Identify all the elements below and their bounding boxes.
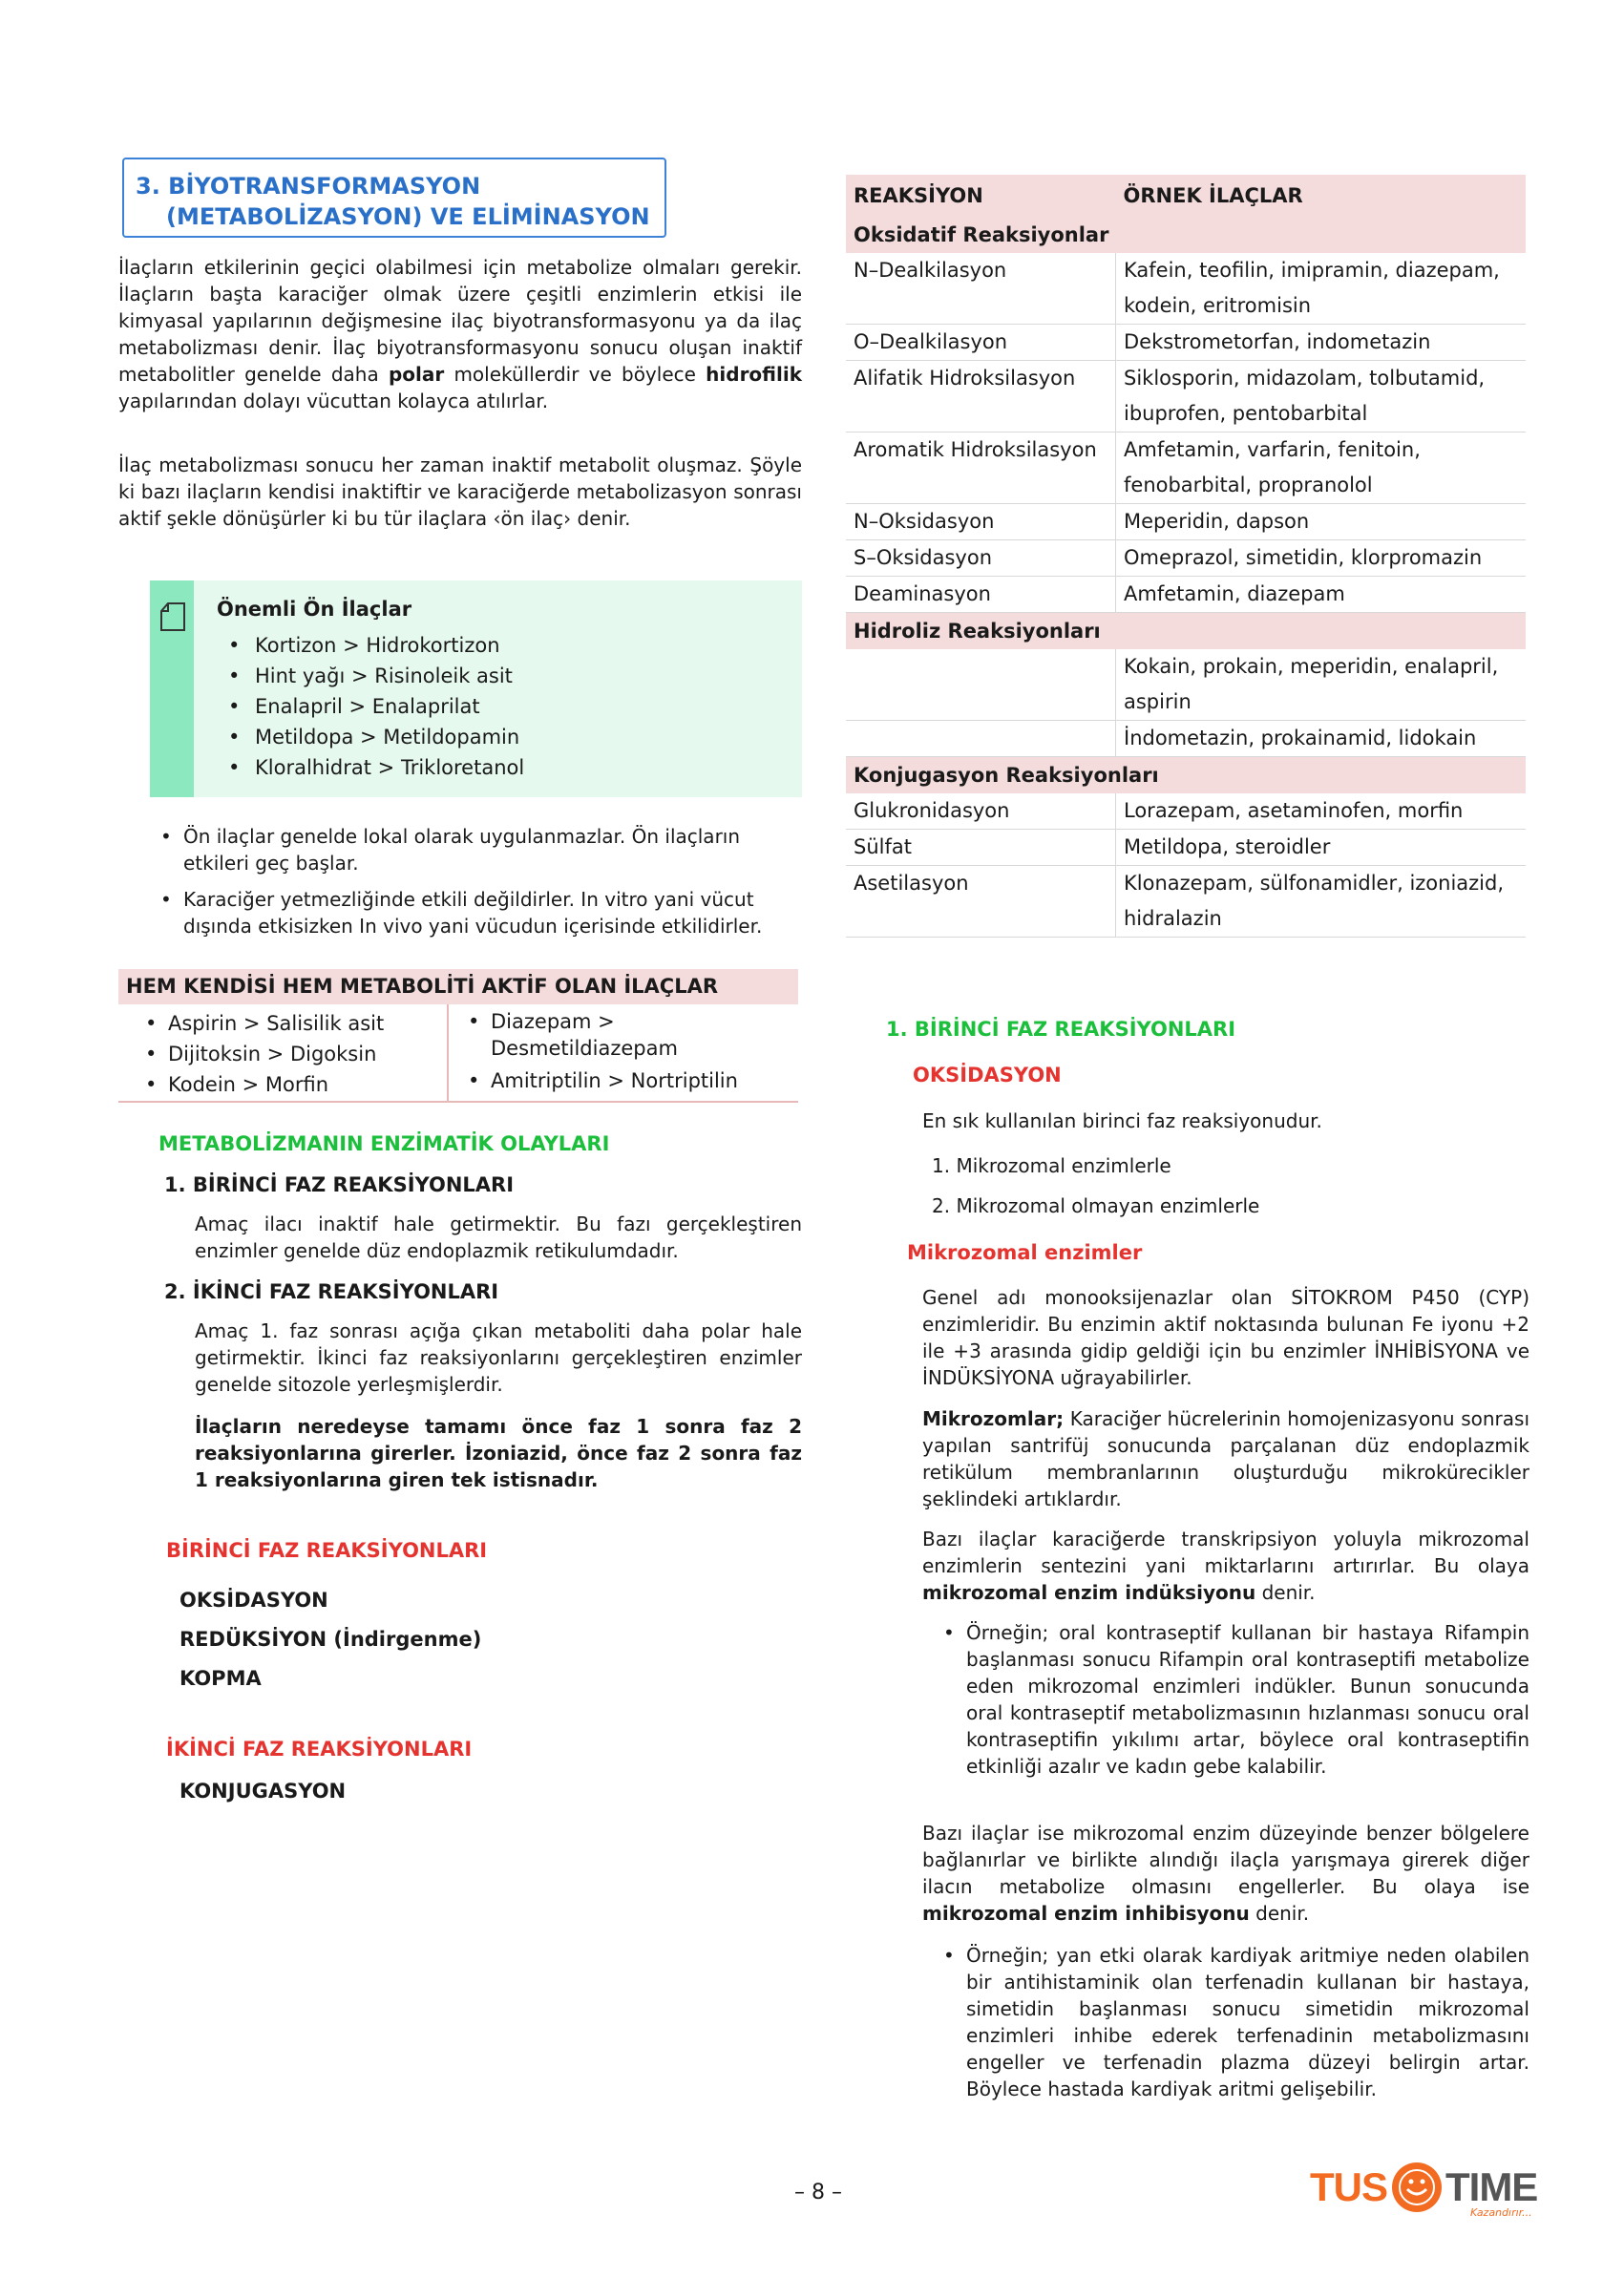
ikinci-faz-item: KONJUGASYON [179,1780,347,1803]
table-row [846,830,1526,866]
table-row [846,361,1526,432]
list-item: • Örneğin; oral kontraseptif kullanan bir hastaya Rifampin başlanması sonucu Rifampin oral kontraseptifi metabolize eden mikrozomal enzimleri indükler. Bunun sonucunda oral kontraseptif metabolizmasının hızlanması sonucu oral kontraseptifin yıkılımı artar, böylece oral kontraseptifin etkinliği azalır ve kadın gebe kalabilir. [938,1619,1529,1780]
logo-tagline: Kazandırır... [1470,2206,1532,2219]
list-item: REDÜKSİYON (İndirgenme) [179,1628,482,1651]
table-cell: Lorazepam, asetaminofen, morfin [1116,793,1527,830]
table-category-row [846,613,1526,650]
table-category-row [846,217,1526,253]
table-cell: Asetilasyon [846,866,1116,938]
list-item: • Örneğin; yan etki olarak kardiyak aritmiye neden olabilen bir antihistaminik olan terfenadin kullanan bir hastaya, simetidin başlanması sonucu simetidin mikrozomal enzimleri inhibe ederek terfenadinin metabolizmasını engeller ve terfenadin plazma düzeyi belirgin artar. Böylece hastada kardiyak aritmi gelişebilir. [938,1942,1529,2102]
table-cell: Klonazepam, sülfonamidler, izoniazid, hidralazin [1116,866,1527,938]
table-row [846,649,1526,721]
table-cell [846,649,1116,721]
right-p5 [922,1820,1529,1927]
table-row [846,504,1526,540]
enzimatik-p2: Amaç 1. faz sonrası açığa çıkan metaboliti daha polar hale getirmektir. İkinci faz reaksiyonlarını gerçekleştiren enzimler genelde sitozole yerleşmişlerdir. [195,1319,802,1396]
ikinci-faz-title: İKİNCİ FAZ REAKSİYONLARI [166,1738,473,1761]
list-item: 1. Mikrozomal enzimlerle [932,1154,1171,1177]
birinci-faz-list [179,1581,481,1698]
list-item: • Kortizon > Hidrokortizon [217,630,524,661]
list-item: • Hint yağı > Risinoleik asit [217,661,524,691]
list-item: • Enalapril > Enalaprilat [217,691,524,722]
table-header-ornek: ÖRNEK İLAÇLAR [1116,175,1527,217]
bold-mikrozomlar: Mikrozomlar; [922,1407,1065,1430]
enzimatik-p3: İlaçların neredeyse tamamı önce faz 1 sonra faz 2 reaksiyonlarına girerler. İzoniazid, önce faz 2 sonra faz 1 reaksiyonlarına giren tek istisnadır. [195,1415,802,1491]
p4-end: denir. [1261,1581,1316,1604]
onemli-list [217,630,524,783]
table-row [846,325,1526,361]
list-item: • Kloralhidrat > Trikloretanol [217,752,524,783]
table-row [846,432,1526,504]
list-item: • Kodein > Morfin [139,1069,384,1100]
on-ilac-notes [155,823,802,939]
table-cell: Alifatik Hidroksilasyon [846,361,1116,432]
list-item: • Diazepam > Desmetildiazepam [462,1008,787,1062]
table-cell: Dekstrometorfan, indometazin [1116,325,1527,361]
enzimatik-h1: 1. BİRİNCİ FAZ REAKSİYONLARI [164,1173,515,1196]
table-cell: Siklosporin, midazolam, tolbutamid, ibuprofen, pentobarbital [1116,361,1527,432]
right-p3 [922,1405,1529,1512]
list-item: OKSİDASYON [179,1589,328,1612]
intro-text-b: moleküllerdir ve böylece [453,363,696,386]
right-h3-mikrozomal: Mikrozomal enzimler [907,1241,1143,1264]
table-row [846,793,1526,830]
table-row [846,866,1526,938]
table-header-row [846,175,1526,217]
p5-text: Bazı ilaçlar ise mikrozomal enzim düzeyinde benzer bölgelere bağlanırlar ve birlikte alındığı ilaçla yarışmaya girerek diğer ilacın metabolize olmasını engellerler. Bu olaya ise [922,1822,1529,1898]
category-konjugasyon: Konjugasyon Reaksiyonları [846,757,1526,794]
hem-left-list [139,1008,384,1100]
table-cell: Sülfat [846,830,1116,866]
intro-bold-polar: polar [388,363,445,386]
table-cell: Metildopa, steroidler [1116,830,1527,866]
table-cell: Meperidin, dapson [1116,504,1527,540]
table-row [846,721,1526,757]
section-title-line1: 3. BİYOTRANSFORMASYON [136,173,481,200]
intro-text-c: yapılarından dolayı vücuttan kolayca atılırlar. [118,390,549,412]
tustime-logo [1310,2159,1538,2219]
logo-text-time: TIME [1445,2164,1538,2209]
list-item: KOPMA [179,1667,262,1690]
right-p1: En sık kullanılan birinci faz reaksiyonudur. [922,1109,1322,1132]
list-item: • Amitriptilin > Nortriptilin [462,1067,787,1094]
right-numbered-list [932,1146,1259,1226]
list-item: • Aspirin > Salisilik asit [139,1008,384,1039]
table-row [846,540,1526,577]
right-p4 [922,1526,1529,1606]
table-cell: Glukronidasyon [846,793,1116,830]
table-cell: Deaminasyon [846,577,1116,613]
table-cell: Aromatik Hidroksilasyon [846,432,1116,504]
list-item: 2. Mikrozomal olmayan enzimlerle [932,1194,1260,1217]
table-cell: İndometazin, prokainamid, lidokain [1116,721,1527,757]
right-bullet-2 [938,1942,1529,2102]
intro-text-a: İlaçların etkilerinin geçici olabilmesi için metabolize olmaları gerekir. İlaçların başta karaciğer olmak üzere çeşitli enzimlerin etkisi ile kimyasal yapılarının değişmesine ilaç biyotransformasyonu ya da ilaç metabolizması denir. İlaç biyotransformasyonu sonucu oluşan inaktif metabolitler genelde daha [118,256,802,386]
table-cell: Omeprazol, simetidin, klorpromazin [1116,540,1527,577]
logo-text-tus: TUS [1310,2164,1387,2209]
table-cell: N–Oksidasyon [846,504,1116,540]
category-oksidatif: Oksidatif Reaksiyonlar [846,217,1526,253]
intro-paragraph-1 [118,254,802,414]
table-row [846,253,1526,325]
enzimatik-h2: 2. İKİNCİ FAZ REAKSİYONLARI [164,1280,499,1303]
list-item: • Ön ilaçlar genelde lokal olarak uygulanmazlar. Ön ilaçların etkileri geç başlar. [155,823,802,876]
table-category-row [846,757,1526,794]
hem-right-list [462,1008,787,1094]
p5-end: denir. [1255,1902,1310,1925]
table-row [846,577,1526,613]
note-icon [159,601,186,632]
onemli-title: Önemli Ön İlaçlar [217,598,412,621]
column-divider [447,1004,449,1101]
page-number: – 8 – [794,2181,842,2204]
bold-inhibisyon: mikrozomal enzim inhibisyonu [922,1902,1250,1925]
right-p2: Genel adı monooksijenazlar olan SİTOKROM P450 (CYP) enzimleridir. Bu enzimin aktif noktasında bulunan Fe iyonu +2 ile +3 arasında gidip geldiği için bu enzimler İNHİBİSYONA ve İNDÜKSİYONA uğrayabilirler. [922,1286,1529,1389]
onemli-on-ilaclar-box [150,580,802,797]
intro-paragraph-2: İlaç metabolizması sonucu her zaman inaktif metabolit oluşmaz. Şöyle ki bazı ilaçların kendisi inaktiftir ve karaciğerde metabolizasyon sonrası aktif şekle dönüşürler ki bu tür ilaçlara ‹ön ilaç› denir. [118,453,802,530]
table-cell: Kafein, teofilin, imipramin, diazepam, kodein, eritromisin [1116,253,1527,325]
right-h1: 1. BİRİNCİ FAZ REAKSİYONLARI [886,1018,1236,1041]
section-title [122,158,666,238]
intro-bold-hidrofilik: hidrofilik [706,363,803,386]
enzimatik-p1: Amaç ilacı inaktif hale getirmektir. Bu fazı gerçekleştiren enzimler genelde düz endoplazmik retikulumdadır. [195,1213,802,1262]
table-cell: Amfetamin, diazepam [1116,577,1527,613]
table-cell: S–Oksidasyon [846,540,1116,577]
table-cell [846,721,1116,757]
hem-kendisi-body [118,1004,798,1103]
list-item: • Metildopa > Metildopamin [217,722,524,752]
bold-induksiyon: mikrozomal enzim indüksiyonu [922,1581,1256,1604]
table-header-reaksiyon: REAKSİYON [846,175,1116,217]
table-cell: Kokain, prokain, meperidin, enalapril, aspirin [1116,649,1527,721]
table-cell: O–Dealkilasyon [846,325,1116,361]
list-item: • Karaciğer yetmezliğinde etkili değildirler. In vitro yani vücut dışında etkisizken In vivo yani vücudun içerisinde etkilidirler. [155,886,802,939]
enzimatik-title: METABOLİZMANIN ENZİMATİK OLAYLARI [158,1132,610,1155]
right-bullet-1 [938,1619,1529,1780]
birinci-faz-title: BİRİNCİ FAZ REAKSİYONLARI [166,1539,488,1562]
p3-text: Karaciğer hücrelerinin homojenizasyonu sonrası yapılan santrifüj sonucunda parçalanan düz endoplazmik retikülum membranlarının oluşturduğu mikrokürecikler şeklindeki artıklardır. [922,1407,1529,1510]
category-hidroliz: Hidroliz Reaksiyonları [846,613,1526,650]
right-h2-oksidasyon: OKSİDASYON [913,1064,1062,1086]
list-item: • Dijitoksin > Digoksin [139,1039,384,1069]
table-cell: N–Dealkilasyon [846,253,1116,325]
p4-text: Bazı ilaçlar karaciğerde transkripsiyon yoluyla mikrozomal enzimlerin sentezini yani miktarlarını artırırlar. Bu olaya [922,1528,1529,1577]
section-title-line2: (METABOLİZASYON) VE ELİMİNASYON [166,203,650,230]
clock-icon [1390,2161,1444,2214]
reaction-table [846,175,1526,938]
table-cell: Amfetamin, varfarin, fenitoin, fenobarbital, propranolol [1116,432,1527,504]
hem-kendisi-header: HEM KENDİSİ HEM METABOLİTİ AKTİF OLAN İLAÇLAR [118,969,798,1004]
